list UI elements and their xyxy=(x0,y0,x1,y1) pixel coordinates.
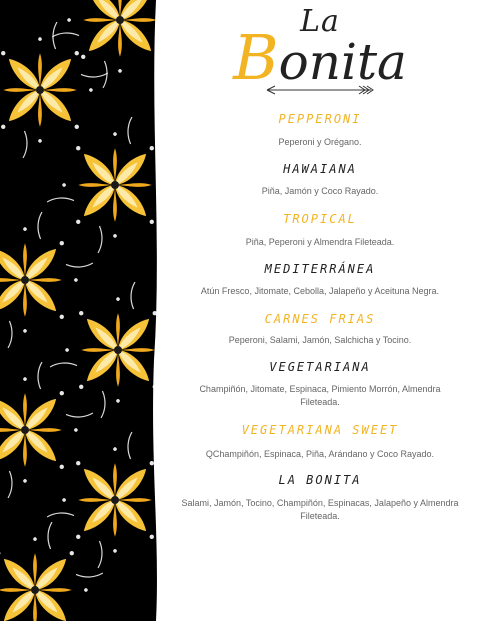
menu-item-name: HAWAIANA xyxy=(283,162,357,176)
menu-item-description: Piña, Peperoni y Almendra Fileteada. xyxy=(245,237,395,247)
logo-top-text: La xyxy=(300,4,340,39)
menu-item-description: Atún Fresco, Jitomate, Cebolla, Jalapeño y Aceituna Negra. xyxy=(200,286,440,296)
menu-item-name: TROPICAL xyxy=(283,212,357,226)
logo-initial: B xyxy=(233,21,279,94)
menu-item-description: Piña, Jamón y Coco Rayado. xyxy=(261,186,379,196)
floral-pattern-panel xyxy=(0,0,160,621)
menu-content xyxy=(170,0,470,621)
menu-item-description: QChampiñón, Espinaca, Piña, Arándano y Coco Rayado. xyxy=(205,449,435,459)
menu-item-name: LA BONITA xyxy=(278,473,362,487)
menu-item-name: VEGETARIANA xyxy=(269,360,371,374)
menu-item-description: Champiñón, Jitomate, Espinaca, Pimiento Morrón, Almendra Fileteada. xyxy=(199,384,441,407)
menu-item-name: MEDITERRÁNEA xyxy=(264,262,376,276)
floral-pattern-illustration xyxy=(0,0,160,621)
menu-item-name: PEPPERONI xyxy=(278,112,362,126)
menu-item-description: Peperoni y Orégano. xyxy=(278,137,362,147)
menu-item-name: VEGETARIANA SWEET xyxy=(241,423,399,437)
logo-rest: onita xyxy=(278,33,407,91)
menu-item-description: Peperoni, Salami, Jamón, Salchicha y Tocino. xyxy=(228,335,412,345)
menu-item-name: CARNES FRIAS xyxy=(264,312,376,326)
arrow-ornament-icon xyxy=(263,84,375,96)
menu-item-description: Salami, Jamón, Tocino, Champiñón, Espinacas, Jalapeño y Almendra Fileteada. xyxy=(181,498,459,521)
